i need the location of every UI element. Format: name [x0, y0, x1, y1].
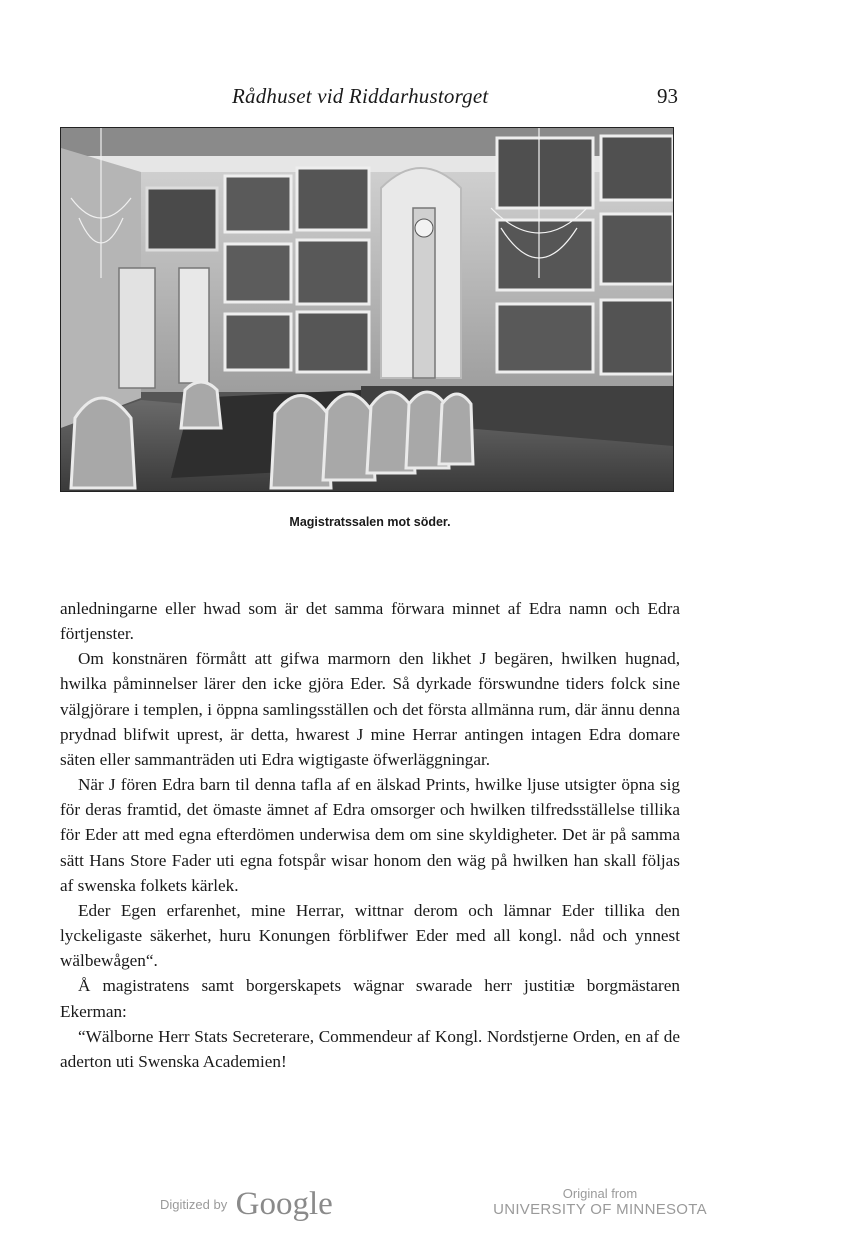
painting	[497, 138, 593, 208]
paragraph: anledningarne eller hwad som är det samma förwara minnet af Edra namn och Edra förtjenster.	[60, 599, 680, 644]
photo-plate	[60, 127, 674, 492]
paragraph: Om konstnären förmått att gifwa marmorn den likhet J begären, hwilken hugnad, hwilka påminnelser lärer den icke gjöra Eder. Så dyrkade förswundne tiders folck sine välgjörare i templen, i öppna samlingsställen och det första allmänna rum, där ännu denna prydnad blifwit uprest, är detta, hwarest J mine Herrar antingen intagen Edra domare säten eller sammanträden uti Edra wigtigaste öfwerläggningar.	[60, 649, 680, 769]
painting	[147, 188, 217, 250]
paragraph: När J fören Edra barn til denna tafla af en älskad Prints, hwilke ljuse utsigter öpna sig för deras framtid, det ömaste ämnet af Edra omsorger och hwilken tilfredsställelse tillika för Eder att med egna efterdömen underwisa dem om sine skyldigheter. Det är på samma sätt Hans Store Fader uti egna fotspår wisar honom den wäg på hwilken han skall följas af swenska folkets kärlek.	[60, 775, 680, 895]
paragraph: “Wälborne Herr Stats Secreterare, Commendeur af Kongl. Nordstjerne Orden, en af de aderton uti Swenska Academien!	[60, 1026, 680, 1071]
paragraph: Eder Egen erfarenhet, mine Herrar, wittnar derom och lämnar Eder tillika den lyckeligaste säkerhet, huru Konungen förblifwer Eder med all kongl. nåd och ynnest wälbewågen“.	[60, 900, 680, 971]
door-right	[179, 268, 209, 383]
room-photograph	[61, 128, 673, 491]
painting	[225, 244, 291, 302]
digitizer-logo: Google	[235, 1186, 333, 1222]
painting	[601, 300, 673, 374]
painting	[225, 176, 291, 232]
painting	[601, 214, 673, 284]
plate-caption: Magistratssalen mot söder.	[289, 515, 451, 529]
running-title: Rådhuset vid Riddarhustorget	[232, 84, 489, 108]
door-left	[119, 268, 155, 388]
painting	[297, 240, 369, 304]
clock-face	[415, 219, 433, 237]
paragraph: Å magistratens samt borgerskapets wägnar swarade herr justitiæ borgmästaren Ekerman:	[60, 976, 680, 1021]
painting	[297, 168, 369, 230]
page-number: 93	[657, 84, 678, 108]
painting	[225, 314, 291, 370]
source-line-1: Original from	[562, 1186, 638, 1201]
running-header	[0, 84, 852, 114]
digitized-prefix: Digitized by	[160, 1197, 228, 1212]
painting	[601, 136, 673, 200]
painting	[297, 312, 369, 372]
painting	[497, 304, 593, 372]
source-library	[480, 1186, 720, 1218]
body-text	[60, 596, 680, 1074]
source-line-2: UNIVERSITY OF MINNESOTA	[493, 1201, 707, 1218]
digitized-by	[160, 1186, 333, 1223]
painting	[497, 220, 593, 290]
